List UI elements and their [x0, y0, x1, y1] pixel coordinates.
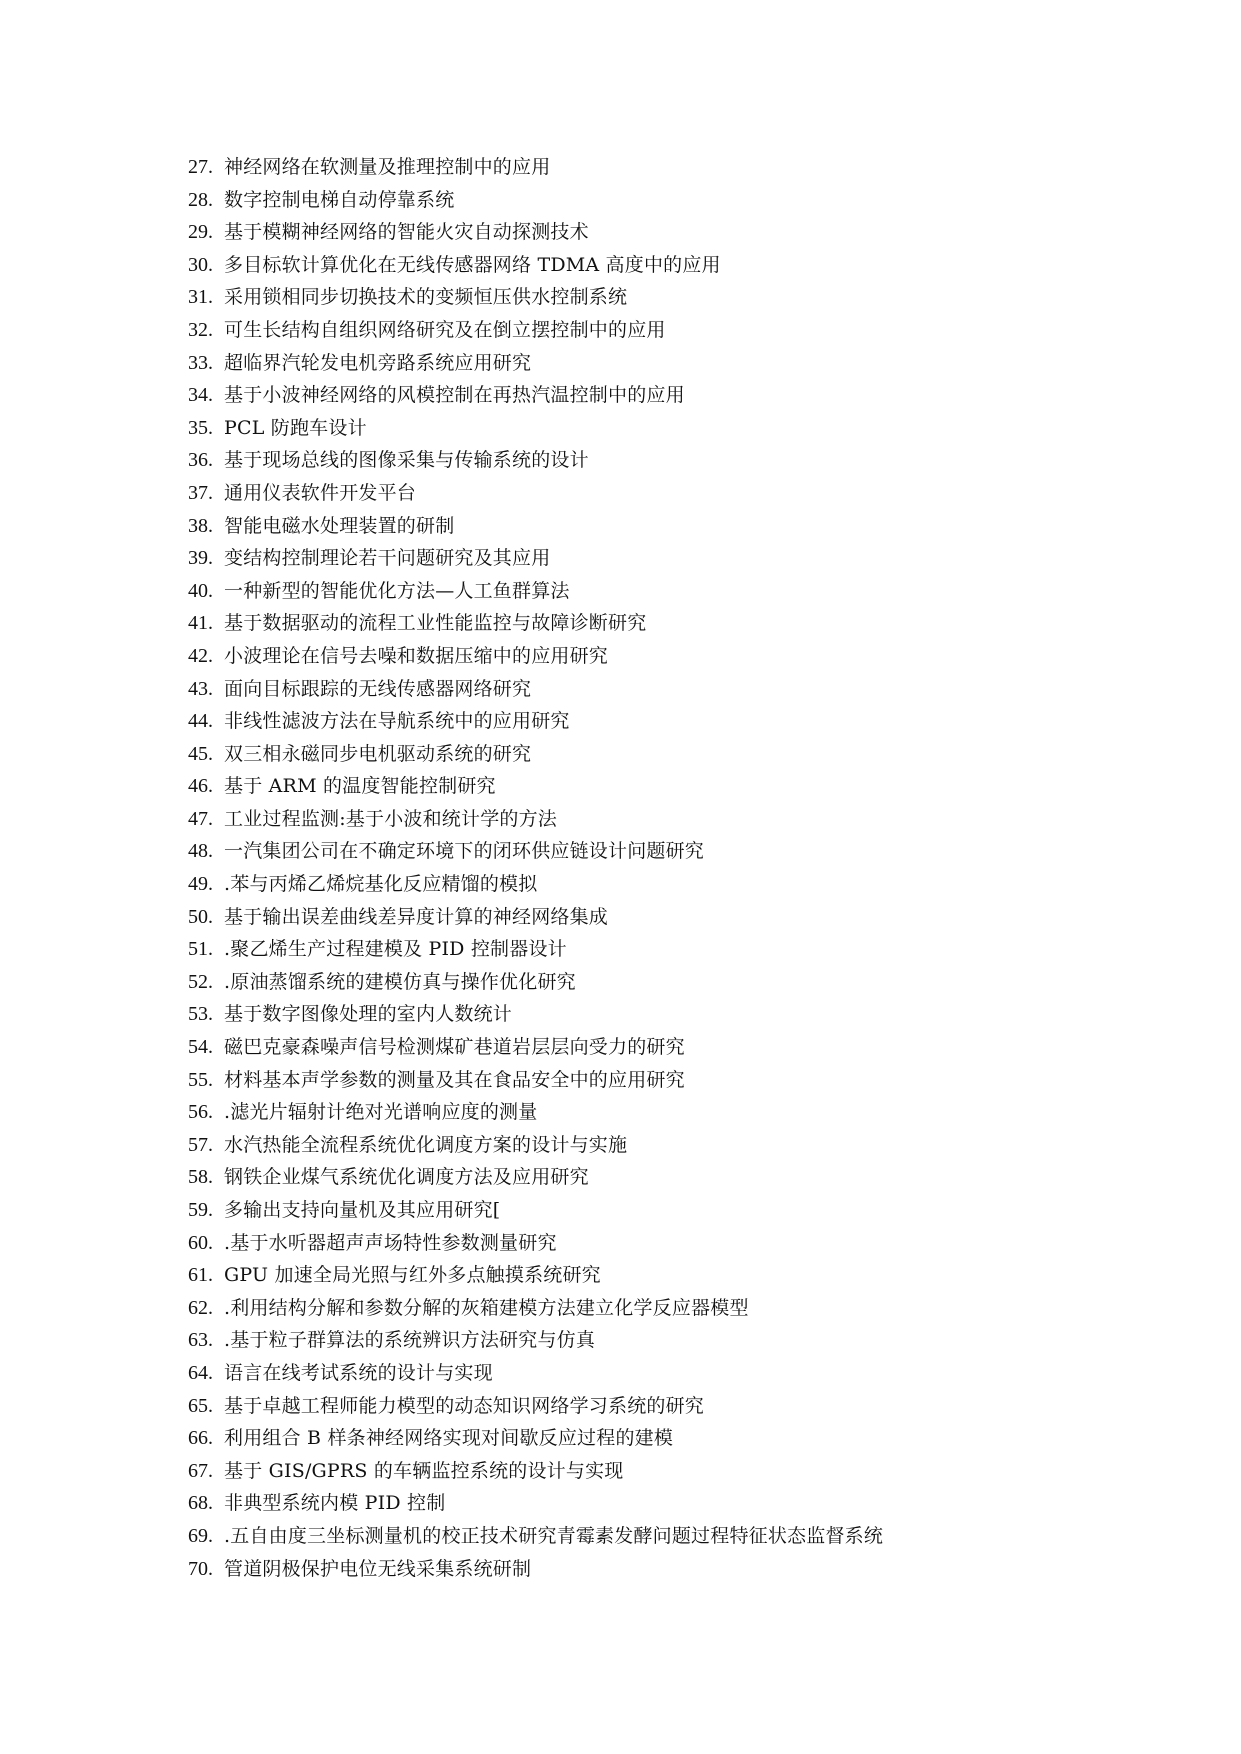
list-item — [188, 1259, 883, 1292]
list-item — [188, 1161, 883, 1194]
item-title: 语言在线考试系统的设计与实现 — [224, 1361, 493, 1384]
item-title: GPU 加速全局光照与红外多点触摸系统研究 — [224, 1264, 601, 1287]
list-item — [188, 281, 883, 314]
item-title: 一种新型的智能优化方法—人工鱼群算法 — [224, 579, 570, 602]
item-title: 变结构控制理论若干问题研究及其应用 — [224, 547, 551, 570]
item-title: 非典型系统内模 PID 控制 — [224, 1492, 446, 1515]
item-number: 36. — [188, 449, 213, 472]
item-title: .基于水听器超声声场特性参数测量研究 — [224, 1231, 557, 1254]
item-number: 28. — [188, 188, 213, 211]
item-title: 水汽热能全流程系统优化调度方案的设计与实施 — [224, 1133, 628, 1156]
item-title: 基于数字图像处理的室内人数统计 — [224, 1003, 513, 1026]
item-title: 一汽集团公司在不确定环境下的闭环供应链设计问题研究 — [224, 840, 705, 863]
item-title: 智能电磁水处理装置的研制 — [224, 514, 455, 537]
list-item — [188, 1096, 883, 1129]
item-number: 62. — [188, 1296, 213, 1319]
list-item — [188, 1487, 883, 1520]
item-title: 双三相永磁同步电机驱动系统的研究 — [224, 742, 532, 765]
list-item — [188, 966, 883, 999]
item-title: 面向目标跟踪的无线传感器网络研究 — [224, 677, 532, 700]
item-title: 数字控制电梯自动停靠系统 — [224, 188, 455, 211]
list-item — [188, 314, 883, 347]
list-item — [188, 1324, 883, 1357]
item-number: 41. — [188, 612, 213, 635]
item-number: 67. — [188, 1459, 213, 1482]
list-item — [188, 379, 883, 412]
list-item — [188, 705, 883, 738]
item-number: 50. — [188, 905, 213, 928]
item-number: 70. — [188, 1557, 213, 1580]
item-title: 基于小波神经网络的风模控制在再热汽温控制中的应用 — [224, 384, 685, 407]
item-number: 49. — [188, 873, 213, 896]
item-number: 27. — [188, 156, 213, 178]
item-number: 59. — [188, 1199, 213, 1221]
item-title: 基于 ARM 的温度智能控制研究 — [224, 775, 496, 798]
list-item — [188, 770, 883, 803]
item-title: 超临界汽轮发电机旁路系统应用研究 — [224, 351, 532, 374]
item-title: .滤光片辐射计绝对光谱响应度的测量 — [224, 1101, 538, 1124]
item-title: .基于粒子群算法的系统辨识方法研究与仿真 — [224, 1329, 596, 1352]
item-title: 多目标软计算优化在无线传感器网络 TDMA 高度中的应用 — [224, 253, 721, 276]
item-title: 基于现场总线的图像采集与传输系统的设计 — [224, 449, 589, 472]
list-item — [188, 738, 883, 771]
item-number: 57. — [188, 1133, 213, 1156]
item-number: 32. — [188, 318, 213, 341]
item-title: .五自由度三坐标测量机的校正技术研究青霉素发酵问题过程特征状态监督系统 — [224, 1524, 884, 1547]
item-number: 65. — [188, 1394, 213, 1417]
list-item — [188, 542, 883, 575]
item-number: 44. — [188, 710, 213, 733]
list-item — [188, 412, 883, 445]
item-number: 46. — [188, 775, 213, 798]
item-title: 非线性滤波方法在导航系统中的应用研究 — [224, 710, 570, 733]
item-number: 43. — [188, 677, 213, 700]
item-title: 多输出支持向量机及其应用研究[ — [224, 1199, 501, 1221]
list-item — [188, 347, 883, 380]
item-number: 42. — [188, 644, 213, 667]
list-item — [188, 673, 883, 706]
list-item — [188, 901, 883, 934]
item-number: 68. — [188, 1492, 213, 1515]
item-number: 35. — [188, 416, 213, 439]
list-item — [188, 1292, 883, 1325]
item-number: 40. — [188, 579, 213, 602]
item-title: 材料基本声学参数的测量及其在食品安全中的应用研究 — [224, 1068, 685, 1091]
item-number: 54. — [188, 1036, 213, 1059]
item-title: 可生长结构自组织网络研究及在倒立摆控制中的应用 — [224, 318, 666, 341]
list-item — [188, 510, 883, 543]
topic-list — [188, 151, 883, 1585]
item-title: PCL 防跑车设计 — [224, 416, 367, 439]
item-title: 管道阴极保护电位无线采集系统研制 — [224, 1557, 532, 1580]
item-number: 29. — [188, 221, 213, 244]
item-number: 64. — [188, 1361, 213, 1384]
item-number: 45. — [188, 742, 213, 765]
list-item — [188, 1064, 883, 1097]
list-item — [188, 1194, 883, 1227]
item-title: 基于卓越工程师能力模型的动态知识网络学习系统的研究 — [224, 1394, 705, 1417]
list-item — [188, 803, 883, 836]
list-item — [188, 1357, 883, 1390]
item-title: 通用仪表软件开发平台 — [224, 481, 417, 504]
item-number: 48. — [188, 840, 213, 863]
list-item — [188, 1390, 883, 1423]
item-title: .原油蒸馏系统的建模仿真与操作优化研究 — [224, 970, 576, 993]
item-number: 33. — [188, 351, 213, 374]
list-item — [188, 607, 883, 640]
list-item — [188, 151, 883, 184]
item-title: 磁巴克豪森噪声信号检测煤矿巷道岩层层向受力的研究 — [224, 1036, 685, 1059]
item-number: 31. — [188, 286, 213, 309]
item-number: 56. — [188, 1101, 213, 1124]
list-item — [188, 575, 883, 608]
item-number: 55. — [188, 1068, 213, 1091]
item-number: 37. — [188, 481, 213, 504]
list-item — [188, 1422, 883, 1455]
list-item — [188, 998, 883, 1031]
item-title: .利用结构分解和参数分解的灰箱建模方法建立化学反应器模型 — [224, 1296, 749, 1319]
item-title: 基于 GIS/GPRS 的车辆监控系统的设计与实现 — [224, 1459, 624, 1482]
item-number: 52. — [188, 970, 213, 993]
item-number: 60. — [188, 1231, 213, 1254]
item-title: .苯与丙烯乙烯烷基化反应精馏的模拟 — [224, 873, 538, 896]
list-item — [188, 1227, 883, 1260]
item-number: 34. — [188, 384, 213, 407]
item-number: 66. — [188, 1427, 213, 1450]
list-item — [188, 933, 883, 966]
item-number: 39. — [188, 547, 213, 570]
item-title: .聚乙烯生产过程建模及 PID 控制器设计 — [224, 938, 567, 961]
list-item — [188, 1553, 883, 1586]
item-title: 采用锁相同步切换技术的变频恒压供水控制系统 — [224, 286, 628, 309]
list-item — [188, 1455, 883, 1488]
list-item — [188, 444, 883, 477]
item-title: 工业过程监测:基于小波和统计学的方法 — [224, 807, 558, 830]
item-title: 基于输出误差曲线差异度计算的神经网络集成 — [224, 905, 609, 928]
list-item — [188, 640, 883, 673]
list-item — [188, 835, 883, 868]
item-title: 神经网络在软测量及推理控制中的应用 — [224, 156, 551, 178]
item-number: 58. — [188, 1166, 213, 1189]
item-number: 61. — [188, 1264, 213, 1287]
item-title: 利用组合 B 样条神经网络实现对间歇反应过程的建模 — [224, 1427, 674, 1450]
item-number: 63. — [188, 1329, 213, 1352]
item-number: 53. — [188, 1003, 213, 1026]
list-item — [188, 249, 883, 282]
list-item — [188, 184, 883, 217]
list-item — [188, 868, 883, 901]
item-number: 38. — [188, 514, 213, 537]
item-title: 基于数据驱动的流程工业性能监控与故障诊断研究 — [224, 612, 647, 635]
item-title: 钢铁企业煤气系统优化调度方法及应用研究 — [224, 1166, 589, 1189]
list-item — [188, 1520, 883, 1553]
list-item — [188, 1031, 883, 1064]
list-item — [188, 1129, 883, 1162]
list-item — [188, 216, 883, 249]
item-number: 30. — [188, 253, 213, 276]
item-title: 基于模糊神经网络的智能火灾自动探测技术 — [224, 221, 589, 244]
item-number: 69. — [188, 1524, 213, 1547]
item-title: 小波理论在信号去噪和数据压缩中的应用研究 — [224, 644, 609, 667]
list-item — [188, 477, 883, 510]
item-number: 51. — [188, 938, 213, 961]
item-number: 47. — [188, 807, 213, 830]
